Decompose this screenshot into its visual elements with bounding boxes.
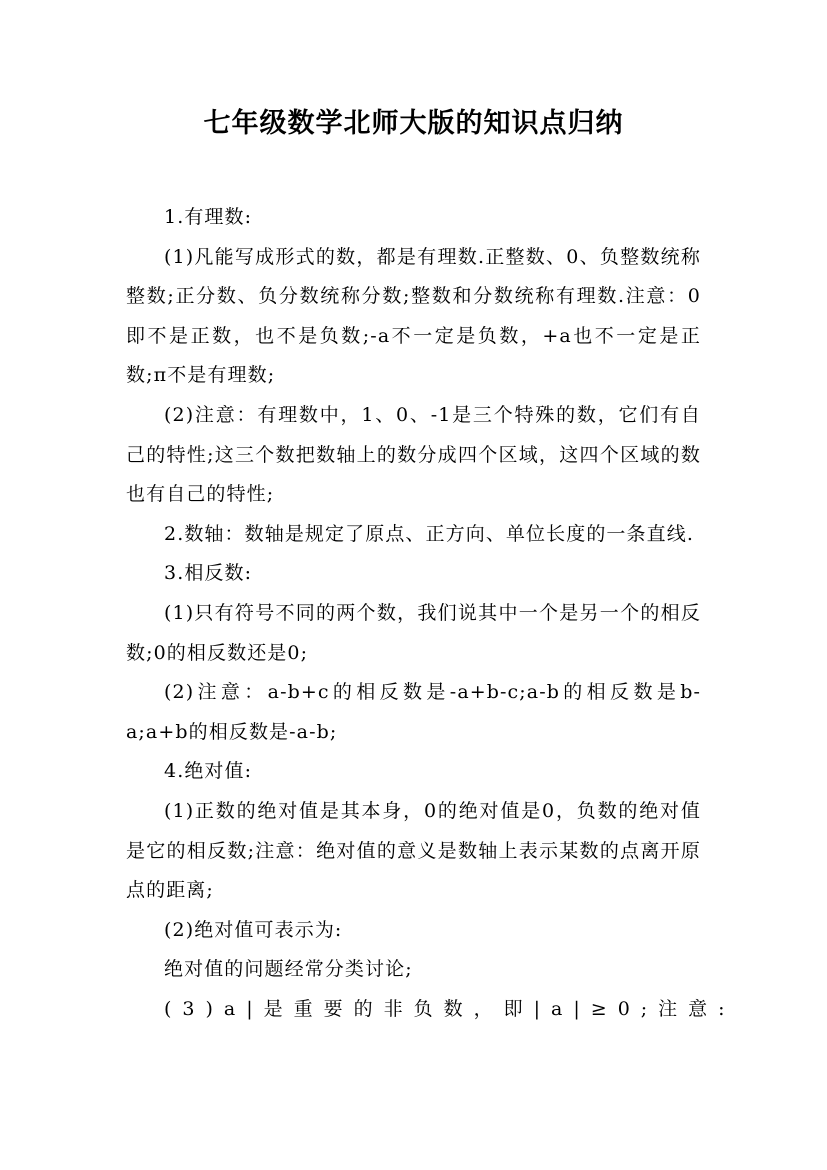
paragraph-6: (1)只有符号不同的两个数，我们说其中一个是另一个的相反数;0的相反数还是0; [126,601,701,664]
paragraph-2: (1)凡能写成形式的数，都是有理数.正整数、0、负整数统称整数;正分数、负分数统称分数;整数和分数统称有理数.注意：0即不是正数，也不是负数;-a不一定是负数，+a也不一定是正数;π不是有理数; [126,245,701,387]
paragraph-8: 4.绝对值: [164,760,253,783]
document-title: 七年级数学北师大版的知识点归纳 [203,108,624,139]
paragraph-11: 绝对值的问题经常分类讨论; [164,958,413,981]
paragraph-7: (2)注意：a-b+c的相反数是-a+b-c;a-b的相反数是b-a;a+b的相反数是-a-b; [126,681,701,743]
paragraph-12: (3)a|是重要的非负数，即|a|≥0;注意: [164,997,736,1020]
paragraph-3: (2)注意：有理数中，1、0、-1是三个特殊的数，它们有自己的特性;这三个数把数轴上的数分成四个区域，这四个区域的数也有自己的特性; [126,403,701,506]
document-body [126,198,736,1029]
paragraph-9: (1)正数的绝对值是其本身，0的绝对值是0，负数的绝对值是它的相反数;注意：绝对值的意义是数轴上表示某数的点离开原点的距离; [126,799,701,902]
paragraph-10: (2)绝对值可表示为: [164,918,343,941]
paragraph-5: 3.相反数: [164,562,253,585]
paragraph-4: 2.数轴：数轴是规定了原点、正方向、单位长度的一条直线. [164,522,694,545]
paragraph-1: 1.有理数: [164,206,253,228]
